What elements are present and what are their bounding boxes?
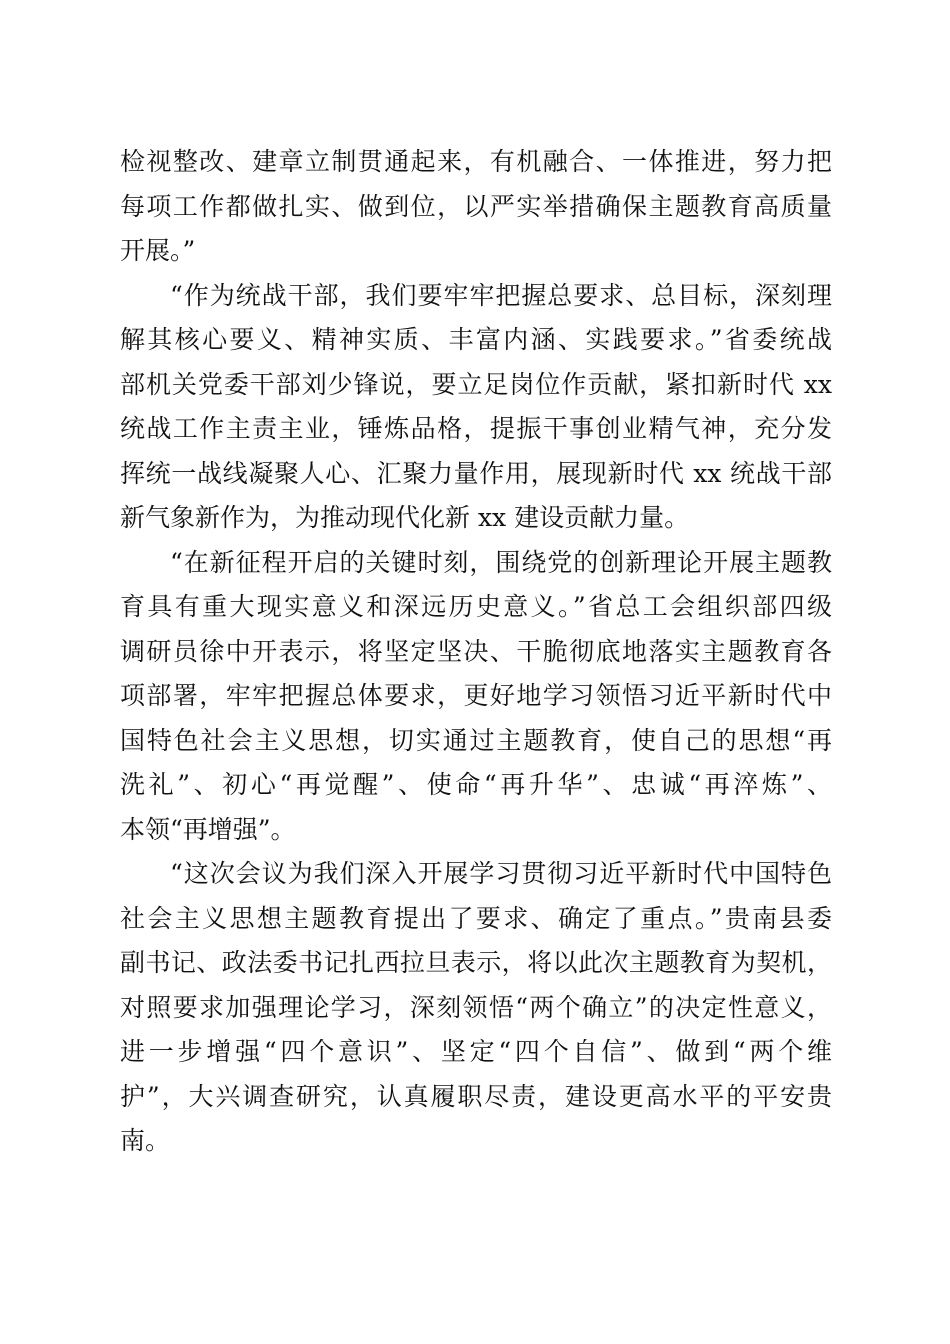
paragraph-2-line-3: 部机关党委干部刘少锋说，要立足岗位作贡献，紧扣新时代 xx xyxy=(120,369,832,399)
paragraph-3-line-5: 国特色社会主义思想，切实通过主题教育，使自己的思想“再 xyxy=(120,725,832,755)
paragraph-4-line-4: 对照要求加强理论学习，深刻领悟“两个确立”的决定性意义， xyxy=(120,992,832,1022)
paragraph-2-line-4: 统战工作主责主业，锤炼品格，提振干事创业精气神，充分发 xyxy=(120,414,832,443)
paragraph-1-line-1: 检视整改、建章立制贯通起来，有机融合、一体推进，努力把 xyxy=(120,147,832,176)
paragraph-3-line-4: 项部署，牢牢把握总体要求，更好地学习领悟习近平新时代中 xyxy=(120,681,832,710)
paragraph-4-line-7: 南。 xyxy=(120,1126,171,1155)
paragraph-3-line-3: 调研员徐中开表示，将坚定坚决、干脆彻底地落实主题教育各 xyxy=(120,636,832,666)
paragraph-2-line-1: “作为统战干部，我们要牢牢把握总要求、总目标，深刻理 xyxy=(170,280,832,310)
paragraph-3-line-1: “在新征程开启的关键时刻，围绕党的创新理论开展主题教 xyxy=(170,547,832,577)
paragraph-3-line-2: 育具有重大现实意义和深远历史意义。”省总工会组织部四级 xyxy=(120,592,832,621)
article-body xyxy=(120,140,832,1164)
paragraph-3-line-7: 本领“再增强”。 xyxy=(120,814,296,844)
paragraph-4-line-6: 护”，大兴调查研究，认真履职尽责，建设更高水平的平安贵 xyxy=(120,1081,832,1111)
paragraph-4-line-3: 副书记、政法委书记扎西拉旦表示，将以此次主题教育为契机， xyxy=(120,948,832,977)
paragraph-3-line-6: 洗礼”、初心“再觉醒”、使命“再升华”、忠诚“再淬炼”、 xyxy=(120,770,832,799)
paragraph-2-line-5: 挥统一战线凝聚人心、汇聚力量作用，展现新时代 xx 统战干部 xyxy=(120,458,832,488)
paragraph-1-line-3: 开展。” xyxy=(120,236,196,265)
paragraph-2-line-6: 新气象新作为，为推动现代化新 xx 建设贡献力量。 xyxy=(120,503,690,532)
paragraph-4-line-2: 社会主义思想主题教育提出了要求、确定了重点。”贵南县委 xyxy=(120,903,832,933)
paragraph-4-line-1: “这次会议为我们深入开展学习贯彻习近平新时代中国特色 xyxy=(170,859,832,888)
paragraph-1-line-2: 每项工作都做扎实、做到位，以严实举措确保主题教育高质量 xyxy=(120,191,832,221)
paragraph-4-line-5: 进一步增强“四个意识”、坚定“四个自信”、做到“两个维 xyxy=(120,1037,832,1066)
paragraph-2-line-2: 解其核心要义、精神实质、丰富内涵、实践要求。”省委统战 xyxy=(120,325,832,354)
